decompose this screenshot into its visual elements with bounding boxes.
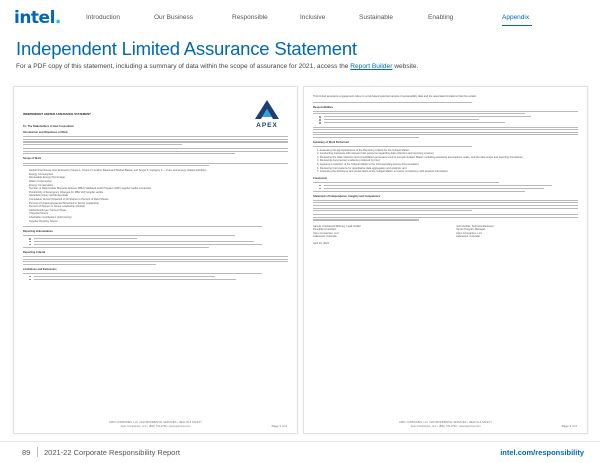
nav-enabling[interactable]: Enabling bbox=[428, 14, 454, 21]
summary-heading: Summary of Work Performed bbox=[313, 141, 349, 144]
intro-heading: Introduction and Objectives of Work bbox=[23, 131, 68, 135]
signer-1-location: Lakewood, Colorado bbox=[313, 235, 337, 239]
footer-page-number: 89 bbox=[22, 448, 31, 457]
page-1-footer bbox=[14, 421, 297, 428]
independence-heading: Statement of Independence, Integrity and Competence bbox=[313, 194, 381, 198]
independence-paragraph bbox=[313, 200, 578, 211]
report-builder-link[interactable]: Report Builder bbox=[350, 63, 393, 70]
scope-list bbox=[23, 169, 288, 223]
scope-item: Energy Conservation bbox=[29, 183, 54, 187]
nav-responsible[interactable]: Responsible bbox=[232, 14, 268, 21]
criteria-paragraph bbox=[23, 256, 288, 265]
intro-prefix: For a PDF copy of this statement, including a summary of data within the scope of assurance for 2021, access the bbox=[16, 63, 351, 70]
scope-heading: Scope of Work bbox=[23, 157, 42, 161]
footer-company: APEX COMPANIES, LLC • ENVIRONMENTAL SERVICES • HEALTH & SAFETY bbox=[108, 421, 203, 425]
page-2-footer bbox=[304, 421, 587, 428]
footer-contact: Apex Companies, LLC • (800) 733-2739 • www.apexcos.com bbox=[410, 424, 481, 428]
footer-divider bbox=[37, 447, 38, 457]
scope-item: Renewable Energy Percentage bbox=[29, 176, 65, 180]
responsibilities-paragraph bbox=[313, 111, 578, 124]
procedure-item: 2. Conducting interviews with relevant Intel personnel regarding data collection and reporting systems; bbox=[317, 152, 435, 156]
scope-item: Percent of Underrepresented Minorities in Senior Leadership bbox=[29, 201, 99, 205]
procedure-item: 5. Agreeing a selection of the Subject Matter to the corresponding source documentation; bbox=[317, 163, 420, 167]
page-2-number: Page 2 of 2 bbox=[561, 424, 577, 428]
page-1-number: Page 1 of 2 bbox=[271, 424, 287, 428]
footer-contact: Apex Companies, LLC • (800) 733-2739 • www.apexcos.com bbox=[120, 424, 191, 428]
signature-date: April 15, 2022 bbox=[313, 241, 330, 245]
footer-report-title: 2021-22 Corporate Responsibility Report bbox=[44, 448, 180, 457]
scope-item: Water Consumption bbox=[29, 180, 52, 183]
nav-appendix[interactable]: Appendix bbox=[502, 14, 530, 21]
reporting-paragraph bbox=[23, 235, 288, 248]
procedures-list bbox=[313, 146, 578, 174]
conclusion-heading: Conclusion bbox=[313, 176, 328, 180]
procedure-item: 7. Assessing the disclosure and presentation of the Subject Matter to ensure consistency with assured information. bbox=[317, 170, 449, 174]
limitations-heading: Limitations and Exclusions bbox=[23, 268, 57, 272]
reporting-heading: Reporting & Boundaries bbox=[23, 230, 53, 234]
nav-introduction[interactable]: Introduction bbox=[86, 14, 120, 21]
independence-paragraph-2 bbox=[313, 214, 578, 220]
conclusion-paragraph bbox=[313, 182, 578, 192]
signer-2-name: John Rohde, Technical Reviewer bbox=[456, 224, 494, 228]
letter-addressee: To: The Stakeholders of Intel Corporation bbox=[23, 124, 74, 128]
scope-paragraph bbox=[23, 163, 288, 167]
scope-note bbox=[23, 226, 288, 227]
limitations-paragraph bbox=[23, 273, 288, 280]
section-nav bbox=[86, 14, 582, 28]
signer-2-title: Senior Program Manager bbox=[456, 228, 486, 232]
intro-suffix: website. bbox=[392, 63, 419, 70]
signer-lead bbox=[313, 225, 435, 239]
signer-2-company: Apex Companies, LLC bbox=[456, 231, 483, 235]
scope-item: Percent of Women in Senior Leadership (Global) bbox=[29, 205, 85, 209]
apex-logo-text: APEX bbox=[256, 122, 278, 129]
scope-item: Global Greenhouse Gas Emissions (Scope 1, Scope 2 Location-Based and Market-Based, and Scope 3, Category 3 — Fuel- and energy-related activities) bbox=[29, 169, 207, 173]
scope-item: Cumulative Percent Diverted of Oil Shares to Percent of Field Shares bbox=[29, 197, 109, 201]
nav-our-business[interactable]: Our Business bbox=[154, 14, 194, 21]
nav-inclusive[interactable]: Inclusive bbox=[300, 14, 326, 21]
signer-1-company: Apex Companies, LLC bbox=[313, 231, 339, 235]
responsibilities-heading: Responsibilities bbox=[313, 105, 333, 109]
procedure-item: 4. Reviewing documentary evidence produced by Intel; bbox=[317, 159, 381, 163]
methodology-paragraph bbox=[313, 127, 578, 138]
page-2-intro: This limited assurance engagement relies on a risk-based selected sample of sustainability data and the associated limitations that this entails. bbox=[313, 95, 477, 98]
page-1-body bbox=[23, 95, 288, 413]
active-tab-indicator bbox=[502, 25, 532, 26]
intel-logo[interactable]: intel. bbox=[14, 8, 61, 28]
scope-item: Global Employee Turnover Rate bbox=[29, 208, 66, 212]
scope-item: Unionized Hours bbox=[29, 212, 49, 216]
procedure-item: 1. Assessing the appropriateness of the Reporting Criteria for the Subject Matter; bbox=[317, 148, 410, 152]
signature-block bbox=[313, 225, 578, 239]
scope-item: Supplier Diversity Spend bbox=[29, 219, 58, 223]
letter-heading: INDEPENDENT LIMITED ASSURANCE STATEMENT bbox=[23, 112, 91, 116]
procedure-item: 6. Reviewing Intel systems for quantitative data aggregation and analysis; and bbox=[317, 166, 407, 170]
signer-reviewer bbox=[456, 225, 578, 239]
scope-item: Charitable contributions (intel Giving) bbox=[29, 215, 72, 219]
report-footer bbox=[0, 441, 600, 463]
assurance-letter-page-1 bbox=[13, 86, 298, 434]
nav-sustainable[interactable]: Sustainable bbox=[359, 14, 393, 21]
intro-paragraph bbox=[23, 136, 288, 145]
page-2-body bbox=[313, 95, 578, 413]
top-navigation bbox=[0, 0, 600, 30]
assurance-letter-page-2 bbox=[303, 86, 588, 434]
signer-2-location: Lakewood, Colorado bbox=[456, 235, 480, 239]
footer-company: APEX COMPANIES, LLC • ENVIRONMENTAL SERVICES • HEALTH & SAFETY bbox=[398, 421, 493, 425]
footer-url-link[interactable]: intel.com/responsibility bbox=[500, 448, 584, 457]
procedure-item: 3. Reviewing the data collection and consolidation processes used to compile Subject Matter, including assessing assumptions made, and the data scope and reporting boundaries; bbox=[317, 155, 524, 159]
page-title: Independent Limited Assurance Statement bbox=[16, 38, 357, 59]
scope-item: Number of Responsible Business Alliance (RBA) Validated Audit Program (VAP) supplier audits conducted bbox=[29, 187, 151, 191]
intro-text bbox=[16, 63, 418, 70]
scope-item: Productivity of Emergency Changes for RBA VAP supplier audits bbox=[29, 190, 104, 194]
reporting-criteria-heading: Reporting Criteria bbox=[23, 251, 46, 255]
signer-1-name: Sara E. Knickwood-Whitney, Lead Verifier bbox=[313, 224, 361, 228]
scope-item: Energy Consumption bbox=[29, 172, 54, 176]
scope-item: Hazardous Injury and Illness Rate bbox=[29, 194, 68, 198]
signer-1-title: Principal Consultant bbox=[313, 228, 337, 232]
intro-paragraph-2 bbox=[23, 148, 288, 154]
